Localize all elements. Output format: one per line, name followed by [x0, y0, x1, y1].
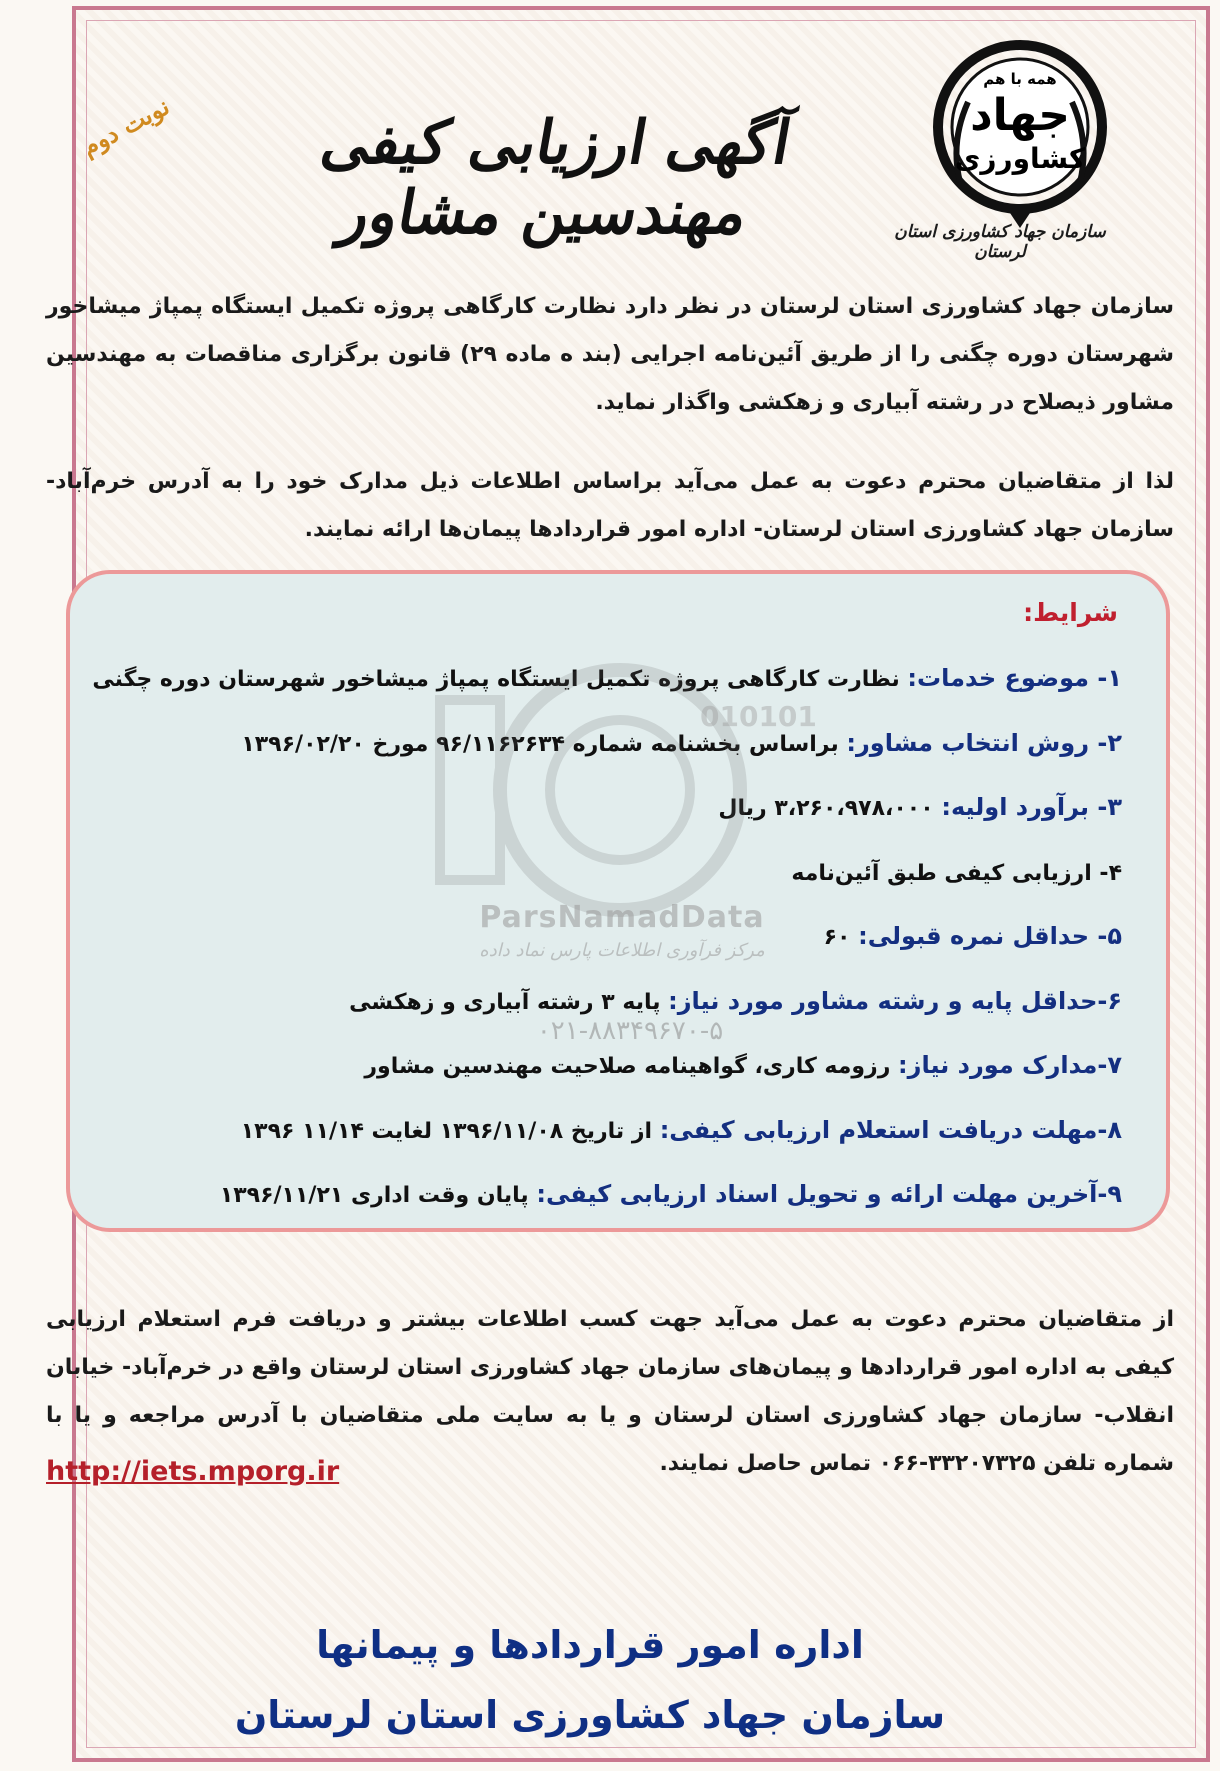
condition-label: ۹-آخرین مهلت ارائه و تحویل اسناد ارزیابی کیفی: — [536, 1180, 1122, 1208]
condition-label: ۵- حداقل نمره قبولی: — [858, 922, 1122, 950]
condition-value: ۳،۲۶۰،۹۷۸،۰۰۰ ریال — [718, 796, 942, 821]
website-link[interactable]: http://iets.mporg.ir — [46, 1456, 340, 1487]
page-title: آگهی ارزیابی کیفی مهندسین مشاور — [315, 108, 797, 248]
conditions-title: شرایط: — [1023, 598, 1118, 627]
condition-value: پایه ۳ رشته آبیاری و زهکشی — [349, 989, 669, 1015]
condition-item — [112, 1043, 1122, 1108]
jahad-keshavarzi-logo — [920, 32, 1120, 232]
condition-value: ۶۰ — [823, 925, 859, 950]
watermark-phone: ۰۲۱-۸۸۳۴۹۶۷۰-۵ — [536, 1016, 724, 1046]
watermark-brand: ParsNamadData — [479, 900, 765, 935]
condition-value: ۴- ارزیابی کیفی طبق آئین‌نامه — [791, 860, 1122, 886]
condition-value: براساس بخشنامه شماره ۹۶/۱۱۶۲۶۳۴ مورخ ۱۳۹۶/۰۲/۲۰ — [241, 731, 847, 757]
condition-value: نظارت کارگاهی پروژه تکمیل ایستگاه پمپاژ میشاخور شهرستان دوره چگنی — [92, 667, 908, 692]
watermark-code: 010101 — [700, 700, 817, 733]
condition-item — [112, 1172, 1122, 1237]
intro-paragraph-1: سازمان جهاد کشاورزی استان لرستان در نظر دارد نظارت کارگاهی پروژه تکمیل ایستگاه پمپاژ میشاخور شهرستان دوره چگنی را از طریق آئین‌نامه اجرایی (بند ه ماده ۲۹) قانون برگزاری مناقصات به مهندسین مشاور ذیصلاح در رشته آبیاری و زهکشی واگذار نماید. — [46, 294, 1174, 415]
condition-label: ۳- برآورد اولیه: — [941, 793, 1122, 821]
condition-value: از تاریخ ۱۳۹۶/۱۱/۰۸ لغایت ۱۱/۱۴ ۱۳۹۶ — [240, 1118, 660, 1144]
round-label: نوبت دوم — [76, 91, 175, 162]
closing-paragraph: از متقاضیان محترم دعوت به عمل می‌آید جهت کسب اطلاعات بیشتر و دریافت فرم استعلام ارزیابی کیفی به اداره امور قراردادها و پیمان‌های سازمان جهاد کشاورزی استان لرستان واقع در خرم‌آباد- خیابان انقلاب- سازمان جهاد کشاورزی استان لرستان و یا به سایت ملی متقاضیان با آدرس مراجعه و یا با شماره تلفن ۳۳۲۰۷۳۲۵-۰۶۶ تماس حاصل نمایند. — [45, 1307, 1174, 1476]
condition-value: رزومه کاری، گواهینامه صلاحیت مهندسین مشاور — [364, 1054, 899, 1079]
logo-word-bottom: کشاورزی — [954, 142, 1086, 175]
condition-label: ۷-مدارک مورد نیاز: — [898, 1051, 1122, 1079]
signature-line-2: سازمان جهاد کشاورزی استان لرستان — [234, 1693, 946, 1737]
signature-line-1: اداره امور قراردادها و پیمانها — [316, 1623, 864, 1667]
watermark-subtitle: مرکز فرآوری اطلاعات پارس نماد داده — [479, 940, 765, 961]
condition-value: پایان وقت اداری ۱۳۹۶/۱۱/۲۱ — [219, 1183, 537, 1208]
signature-block — [180, 1610, 1000, 1750]
logo-word-top: جهاد — [970, 90, 1070, 141]
condition-label: ۶-حداقل پایه و رشته مشاور مورد نیاز: — [668, 986, 1122, 1015]
condition-item — [112, 1108, 1122, 1173]
intro-paragraph-2: لذا از متقاضیان محترم دعوت به عمل می‌آید براساس اطلاعات ذیل مدارک خود را به آدرس خرم‌آباد- سازمان جهاد کشاورزی استان لرستان- اداره امور قراردادها پیمان‌ها ارائه نمایند. — [46, 469, 1174, 542]
condition-label: ۱- موضوع خدمات: — [907, 664, 1122, 692]
condition-label: ۲- روش انتخاب مشاور: — [846, 728, 1122, 757]
condition-label: ۸-مهلت دریافت استعلام ارزیابی کیفی: — [659, 1115, 1122, 1144]
org-caption: سازمان جهاد کشاورزی استان لرستان — [894, 222, 1106, 262]
logo-arc-text: همه با هم — [983, 70, 1057, 88]
